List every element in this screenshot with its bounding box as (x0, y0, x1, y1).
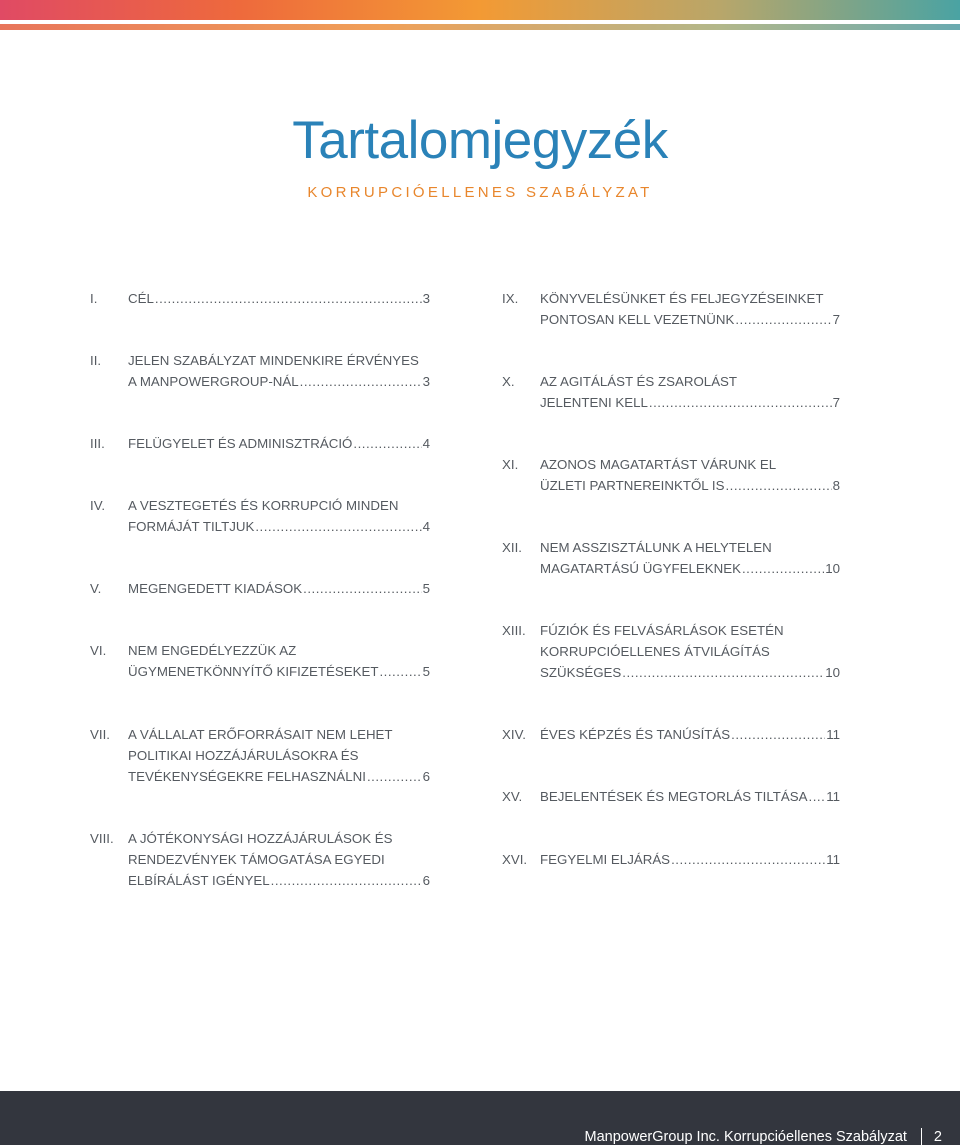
toc-leader-dots (731, 724, 825, 745)
toc-entry[interactable] (502, 849, 840, 870)
decorative-gradient-line (0, 24, 960, 30)
toc-entry-number: II. (90, 353, 102, 368)
toc-entry-number: IV. (90, 498, 106, 513)
toc-entry-title-line: A JÓTÉKONYSÁGI HOZZÁJÁRULÁSOK ÉS (128, 831, 393, 846)
toc-page-number: 3 (422, 291, 430, 306)
page-title: Tartalomjegyzék (292, 111, 668, 170)
toc-leader-dots (353, 433, 421, 454)
toc-entry-title-line: JELENTENI KELL (540, 395, 648, 410)
toc-page-number: 10 (825, 561, 840, 576)
toc-entry[interactable] (90, 640, 430, 682)
toc-leader-dots (809, 786, 826, 807)
toc-entry-title-line: AZ AGITÁLÁST ÉS ZSAROLÁST (540, 374, 738, 389)
toc-leader-dots (271, 870, 422, 891)
toc-entry-title-line: MEGENGEDETT KIADÁSOK (128, 581, 303, 596)
toc-entry-title-line: NEM ASSZISZTÁLUNK A HELYTELEN (540, 540, 772, 555)
toc-entry-number: XV. (502, 789, 523, 804)
toc-entry-number: XVI. (502, 852, 528, 867)
toc-entry-number: X. (502, 374, 515, 389)
toc-entry-title-line: FÚZIÓK ÉS FELVÁSÁRLÁSOK ESETÉN (540, 623, 784, 638)
toc-entry-title-line: FORMÁJÁT TILTJUK (128, 519, 255, 534)
page-subtitle: KORRUPCIÓELLENES SZABÁLYZAT (307, 184, 653, 201)
toc-entry-number: VI. (90, 643, 107, 658)
toc-entry[interactable] (90, 288, 430, 309)
toc-leader-dots (649, 392, 832, 413)
toc-entry-title-line: POLITIKAI HOZZÁJÁRULÁSOKRA ÉS (128, 748, 359, 763)
toc-entry[interactable] (90, 578, 430, 599)
toc-leader-dots (367, 766, 422, 787)
toc-entry-title-line: CÉL (128, 291, 154, 306)
toc-leader-dots (379, 661, 421, 682)
toc-entry-number: XIII. (502, 623, 526, 638)
toc-entry[interactable] (502, 288, 840, 330)
toc-entry-number: IX. (502, 291, 519, 306)
toc-entry-number: XIV. (502, 727, 526, 742)
toc-entry-number: V. (90, 581, 102, 596)
toc-entry[interactable] (90, 724, 430, 787)
toc-entry-title-line: ÜGYMENETKÖNNYÍTŐ KIFIZETÉSEKET (128, 664, 379, 679)
toc-entry-title-line: ÉVES KÉPZÉS ÉS TANÚSÍTÁS (540, 727, 731, 742)
toc-entry[interactable] (90, 828, 430, 891)
toc-entry-title-line: TEVÉKENYSÉGEKRE FELHASZNÁLNI (128, 769, 366, 784)
toc-entry-title-line: MAGATARTÁSÚ ÜGYFELEKNEK (540, 561, 741, 576)
toc-entry-title-line: SZÜKSÉGES (540, 665, 622, 680)
footer-separator (921, 1128, 922, 1145)
toc-entry-title-line: FEGYELMI ELJÁRÁS (540, 852, 671, 867)
toc-entry-title-line: RENDEZVÉNYEK TÁMOGATÁSA EGYEDI (128, 852, 385, 867)
toc-page-number: 6 (422, 769, 430, 784)
toc-entry-title-line: A VÁLLALAT ERŐFORRÁSAIT NEM LEHET (128, 727, 393, 742)
toc-entry[interactable] (90, 350, 430, 392)
toc-entry-title-line: AZONOS MAGATARTÁST VÁRUNK EL (540, 457, 777, 472)
toc-leader-dots (742, 558, 824, 579)
footer (585, 1128, 942, 1145)
toc-entry-number: VIII. (90, 831, 114, 846)
toc-page-number: 4 (422, 519, 430, 534)
toc-page-number: 3 (422, 374, 430, 389)
toc-entry[interactable] (502, 537, 840, 579)
toc-entry-number: III. (90, 436, 105, 451)
footer-page-number: 2 (933, 1128, 942, 1145)
toc-page-number: 11 (826, 852, 840, 867)
toc-page-number: 5 (422, 664, 430, 679)
toc-page-number: 4 (422, 436, 430, 451)
toc-entry-title-line: BEJELENTÉSEK ÉS MEGTORLÁS TILTÁSA (540, 789, 808, 804)
toc-leader-dots (735, 309, 831, 330)
toc-entry-number: XI. (502, 457, 519, 472)
decorative-gradient-bar (0, 0, 960, 20)
toc-page-number: 7 (832, 312, 840, 327)
toc-entry-title-line: NEM ENGEDÉLYEZZÜK AZ (128, 643, 297, 658)
toc-page-number: 11 (826, 727, 840, 742)
footer-text: ManpowerGroup Inc. Korrupcióellenes Szabályzat (584, 1128, 907, 1145)
toc-leader-dots (155, 288, 422, 309)
toc-leader-dots (303, 578, 421, 599)
toc-entry[interactable] (502, 786, 840, 807)
toc-entry-title-line: ELBÍRÁLÁST IGÉNYEL (128, 873, 270, 888)
toc-entry-number: XII. (502, 540, 522, 555)
toc-entry-title-line: KÖNYVELÉSÜNKET ÉS FELJEGYZÉSEINKET (540, 291, 824, 306)
toc-leader-dots (300, 371, 422, 392)
toc-entry[interactable] (502, 724, 840, 745)
toc-entry-title-line: A MANPOWERGROUP-NÁL (128, 374, 299, 389)
toc-leader-dots (671, 849, 825, 870)
toc-leader-dots (622, 662, 824, 683)
toc-entry[interactable] (502, 454, 840, 496)
toc-entry[interactable] (90, 433, 430, 454)
toc-entry-title-line: KORRUPCIÓELLENES ÁTVILÁGÍTÁS (540, 644, 770, 659)
toc-entry-title-line: ÜZLETI PARTNEREINKTŐL IS (540, 478, 725, 493)
toc-page-number: 11 (826, 789, 840, 804)
toc-entry-title-line: A VESZTEGETÉS ÉS KORRUPCIÓ MINDEN (128, 498, 399, 513)
toc-page-number: 8 (832, 478, 840, 493)
toc-entry-number: VII. (90, 727, 110, 742)
toc-leader-dots (255, 516, 421, 537)
toc-entry[interactable] (502, 371, 840, 413)
toc-page-number: 6 (422, 873, 430, 888)
toc-entry-title-line: PONTOSAN KELL VEZETNÜNK (540, 312, 735, 327)
toc-entry[interactable] (90, 495, 430, 537)
toc-page-number: 5 (422, 581, 430, 596)
toc-page-number: 7 (832, 395, 840, 410)
toc-entry-title-line: JELEN SZABÁLYZAT MINDENKIRE ÉRVÉNYES (128, 353, 419, 368)
toc-leader-dots (725, 475, 831, 496)
toc-entry-title-line: FELÜGYELET ÉS ADMINISZTRÁCIÓ (128, 436, 353, 451)
toc-page-number: 10 (825, 665, 840, 680)
toc-entry-number: I. (90, 291, 98, 306)
toc-entry[interactable] (502, 620, 840, 683)
